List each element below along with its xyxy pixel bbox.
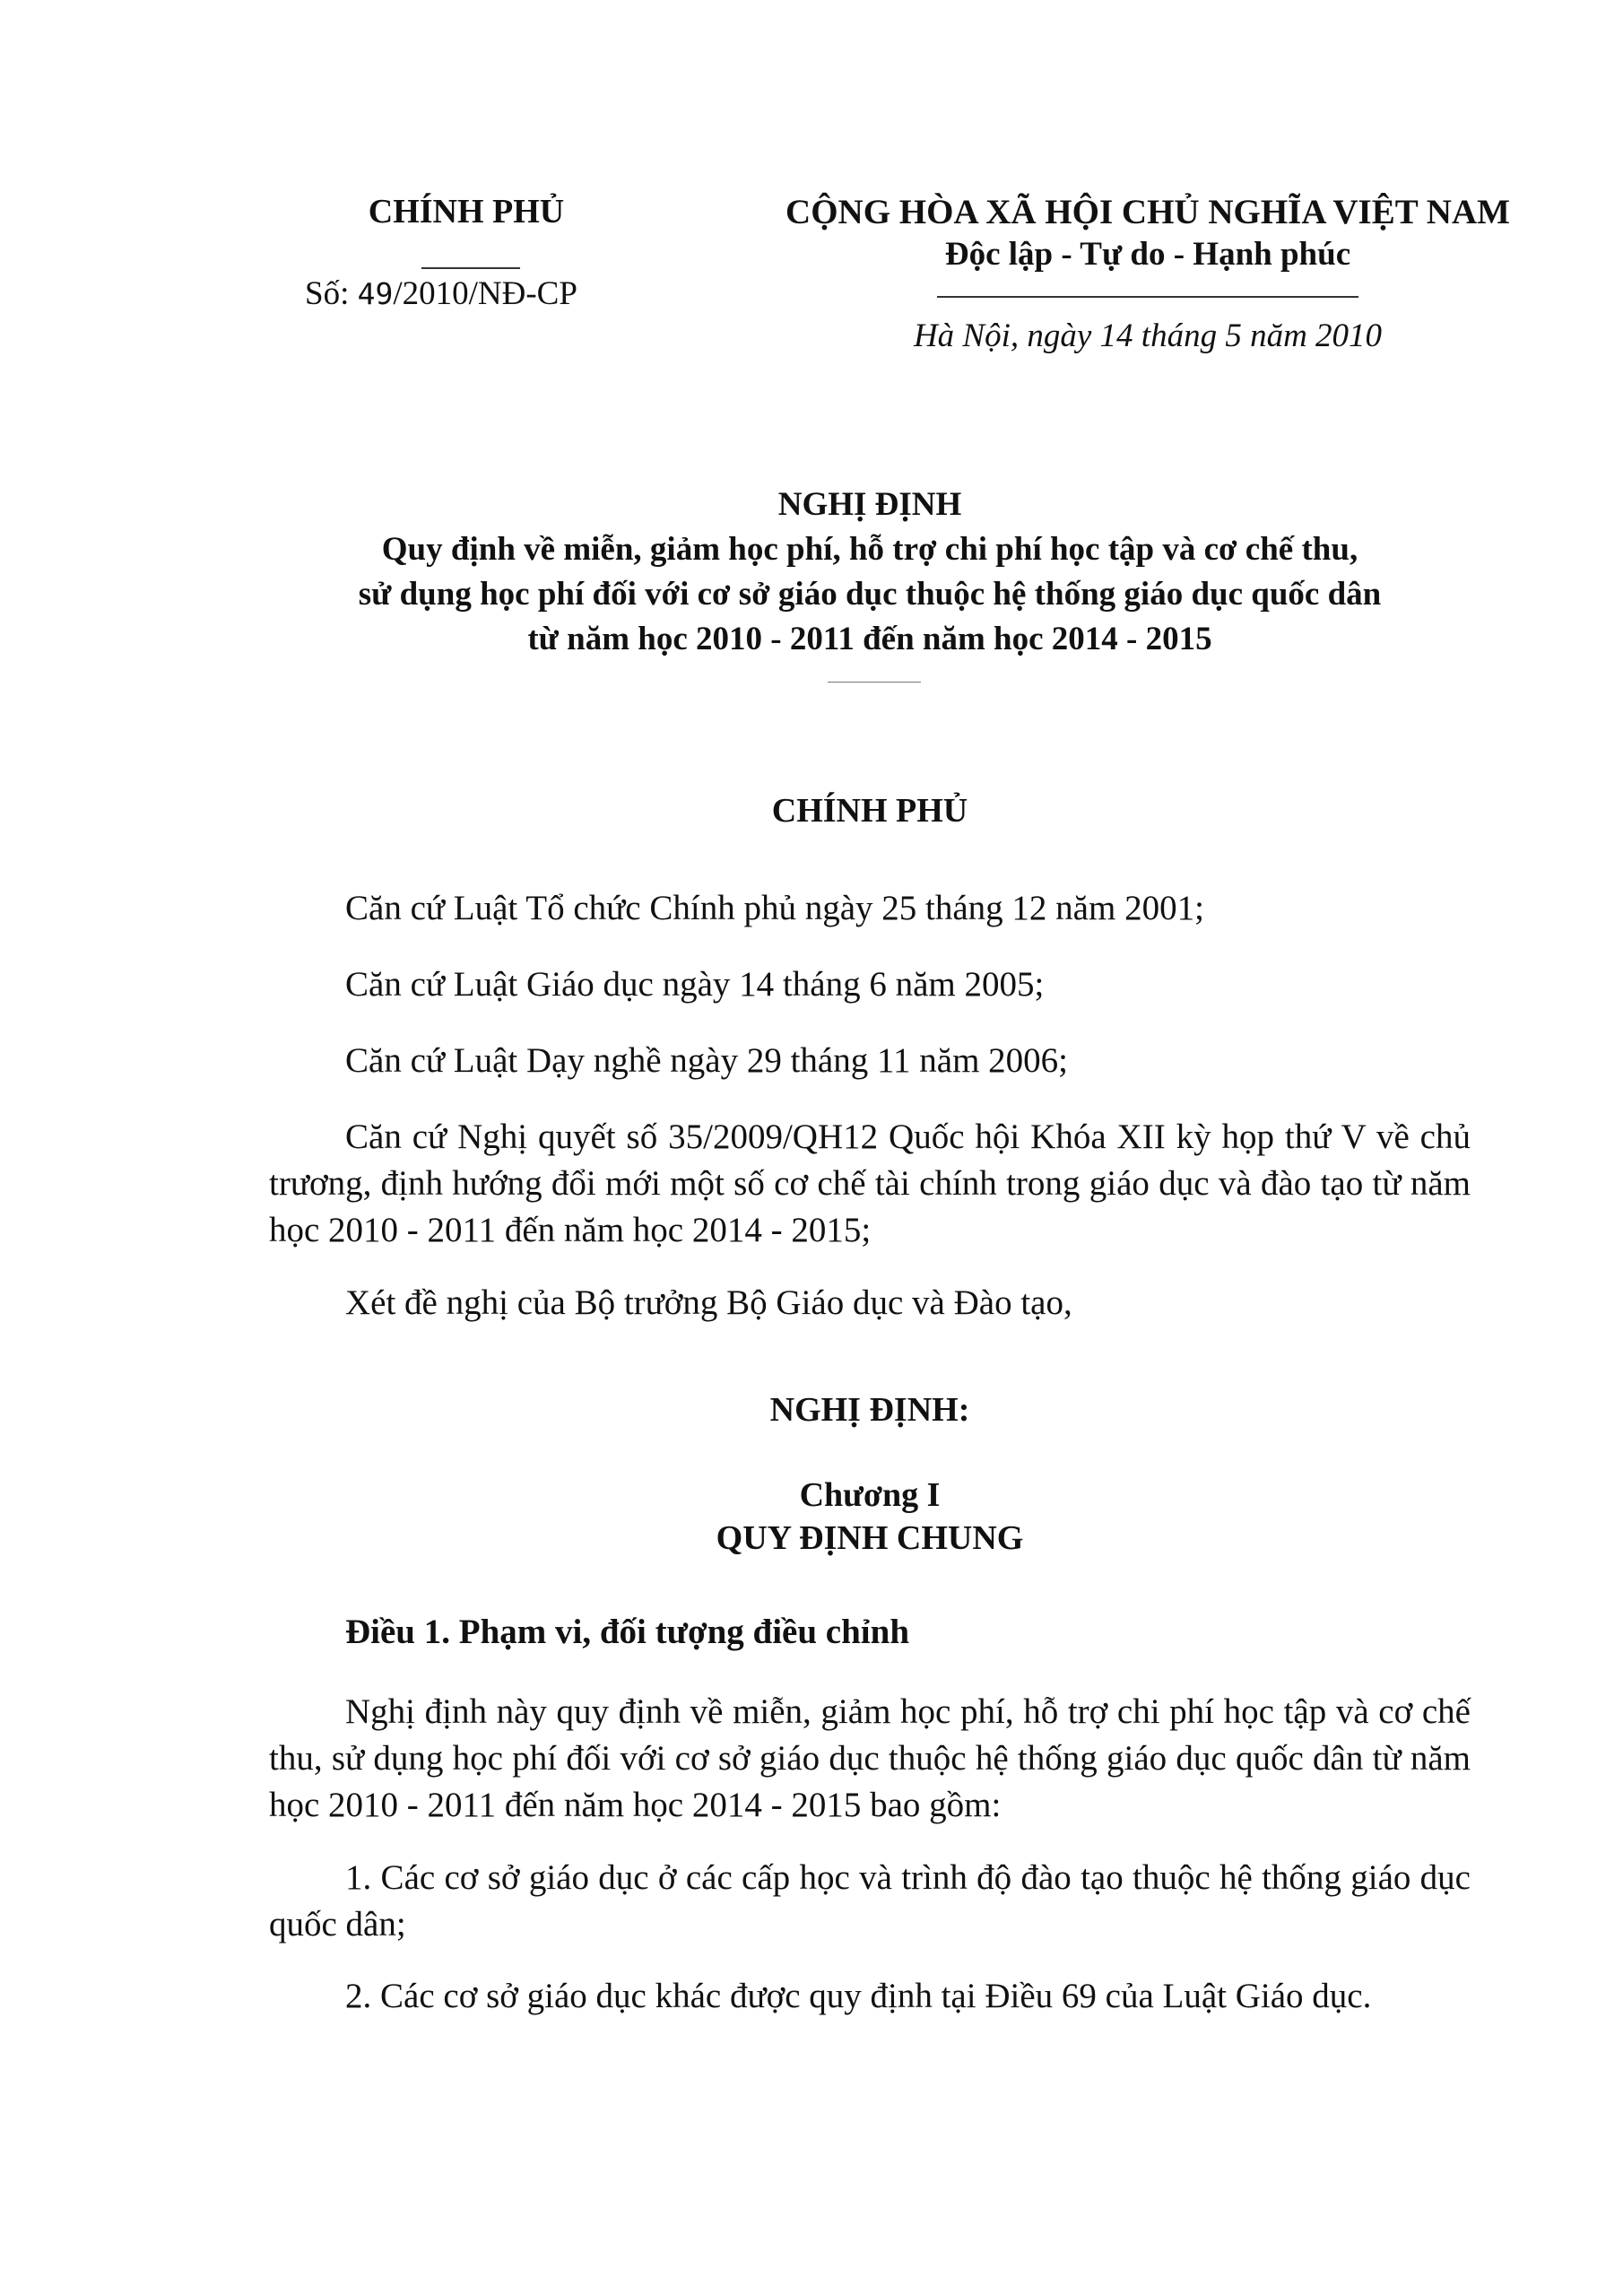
document-number [305, 274, 664, 313]
national-motto: Độc lập - Tự do - Hạnh phúc [944, 236, 1351, 273]
motto-underline [937, 296, 1358, 298]
issuer-name: CHÍNH PHỦ [368, 193, 565, 230]
preamble-item: Căn cứ Luật Tổ chức Chính phủ ngày 25 tháng 12 năm 2001; [345, 889, 1204, 927]
doc-type: NGHỊ ĐỊNH [777, 486, 962, 523]
title-line: sử dụng học phí đối với cơ sở giáo dục thuộc hệ thống giáo dục quốc dân [358, 576, 1382, 613]
document-title [184, 483, 1556, 662]
title-divider [828, 682, 921, 683]
preamble-item: Xét đề nghị của Bộ trưởng Bộ Giáo dục và Đào tạo, [345, 1283, 1072, 1322]
country-name: CỘNG HÒA XÃ HỘI CHỦ NGHĨA VIỆT NAM [785, 193, 1510, 231]
authority-heading: CHÍNH PHỦ [771, 792, 968, 830]
article-item [269, 1855, 1471, 1948]
chapter-number: Chương I [799, 1476, 941, 1514]
number-handwritten: 49 [357, 276, 394, 311]
place-date: Hà Nội, ngày 14 tháng 5 năm 2010 [913, 317, 1383, 354]
preamble-item [269, 1114, 1471, 1254]
article-item [269, 1973, 1471, 2020]
number-prefix: Số: [305, 275, 350, 312]
issuer-underline [421, 267, 520, 269]
article-intro-text: Nghị định này quy định về miễn, giảm học phí, hỗ trợ chi phí học tập và cơ chế thu, sử dụng học phí đối với cơ sở giáo dục thuộc hệ thống giáo dục quốc dân từ năm học 2010 - 2011 đến năm học 2014 - 2015 bao gồm: [269, 1692, 1471, 1824]
title-line: từ năm học 2010 - 2011 đến năm học 2014 - 2015 [527, 621, 1212, 657]
article-title: Điều 1. Phạm vi, đối tượng điều chỉnh [345, 1613, 910, 1651]
title-line: Quy định về miễn, giảm học phí, hỗ trợ chi phí học tập và cơ chế thu, [381, 531, 1358, 568]
decree-heading: NGHỊ ĐỊNH: [769, 1391, 970, 1429]
article-item-text: 2. Các cơ sở giáo dục khác được quy định tại Điều 69 của Luật Giáo dục. [345, 1977, 1372, 2015]
article-item-text: 1. Các cơ sở giáo dục ở các cấp học và trình độ đào tạo thuộc hệ thống giáo dục quốc dân; [269, 1858, 1471, 1944]
number-suffix: /2010/NĐ-CP [393, 275, 577, 312]
preamble-item: Căn cứ Luật Giáo dục ngày 14 tháng 6 năm 2005; [345, 965, 1045, 1004]
preamble-item: Căn cứ Luật Dạy nghề ngày 29 tháng 11 năm 2006; [345, 1041, 1069, 1080]
chapter-name: QUY ĐỊNH CHUNG [716, 1519, 1024, 1557]
article-intro [269, 1689, 1471, 1829]
preamble-item-text: Căn cứ Nghị quyết số 35/2009/QH12 Quốc hội Khóa XII kỳ họp thứ V về chủ trương, định hướng đổi mới một số cơ chế tài chính trong giáo dục và đào tạo từ năm học 2010 - 2011 đến năm học 2014 - 2015; [269, 1118, 1471, 1249]
